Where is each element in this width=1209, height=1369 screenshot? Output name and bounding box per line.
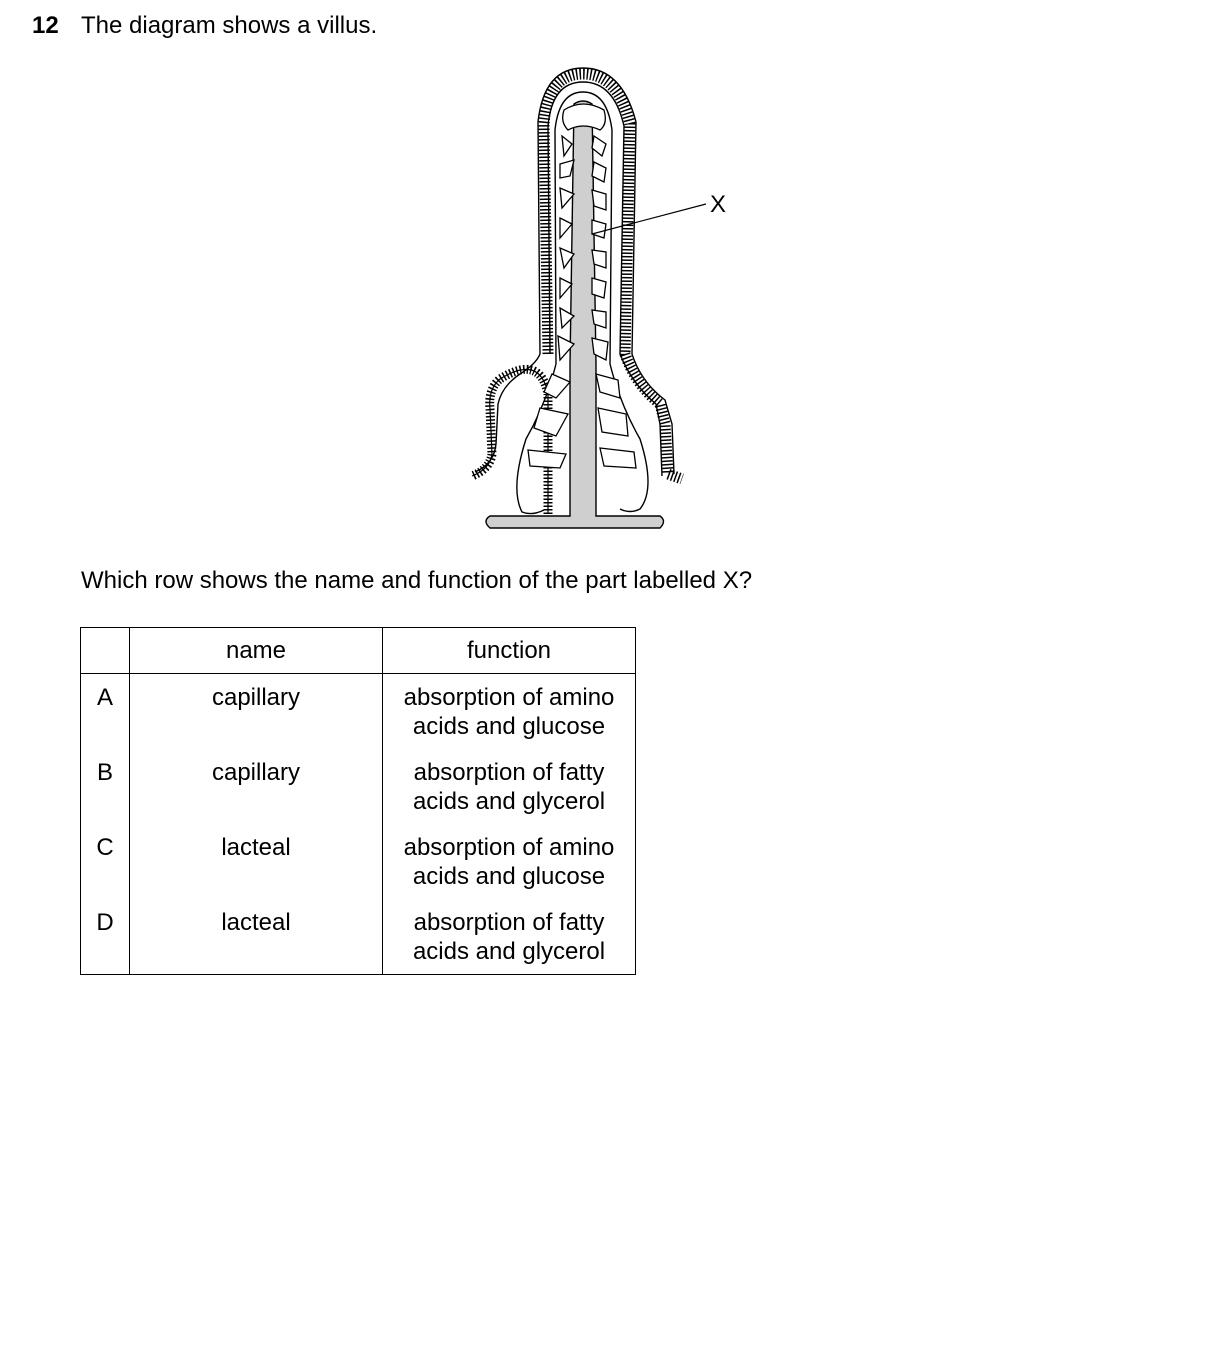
row-function bbox=[383, 824, 636, 899]
row-name: lacteal bbox=[130, 824, 383, 899]
table-header-row bbox=[81, 628, 636, 674]
row-name: lacteal bbox=[130, 899, 383, 975]
label-x-pointer bbox=[592, 204, 706, 234]
function-line: absorption of amino bbox=[403, 684, 615, 711]
function-line: acids and glycerol bbox=[412, 938, 606, 965]
table-row[interactable] bbox=[81, 674, 636, 750]
row-name: capillary bbox=[130, 749, 383, 824]
row-function bbox=[383, 749, 636, 824]
header-function: function bbox=[383, 628, 636, 674]
function-line: absorption of fatty bbox=[413, 909, 605, 936]
row-letter: C bbox=[81, 824, 130, 899]
header-letter bbox=[81, 628, 130, 674]
row-function bbox=[383, 674, 636, 750]
row-function bbox=[383, 899, 636, 975]
header-name: name bbox=[130, 628, 383, 674]
label-x: X bbox=[710, 191, 727, 218]
options-table bbox=[80, 627, 636, 975]
table-row[interactable] bbox=[81, 899, 636, 975]
row-letter: A bbox=[81, 674, 130, 750]
function-line: absorption of amino bbox=[403, 834, 615, 861]
question-number: 12 bbox=[32, 12, 59, 39]
villus-diagram bbox=[460, 64, 750, 544]
question-prompt: Which row shows the name and function of the part labelled X? bbox=[81, 567, 753, 594]
function-line: acids and glycerol bbox=[412, 788, 606, 815]
row-letter: B bbox=[81, 749, 130, 824]
question-stem: The diagram shows a villus. bbox=[81, 12, 378, 39]
function-line: absorption of fatty bbox=[413, 759, 605, 786]
row-letter: D bbox=[81, 899, 130, 975]
function-line: acids and glucose bbox=[412, 713, 606, 740]
row-name: capillary bbox=[130, 674, 383, 750]
table-row[interactable] bbox=[81, 749, 636, 824]
function-line: acids and glucose bbox=[412, 863, 606, 890]
table-row[interactable] bbox=[81, 824, 636, 899]
lacteal bbox=[486, 101, 664, 528]
